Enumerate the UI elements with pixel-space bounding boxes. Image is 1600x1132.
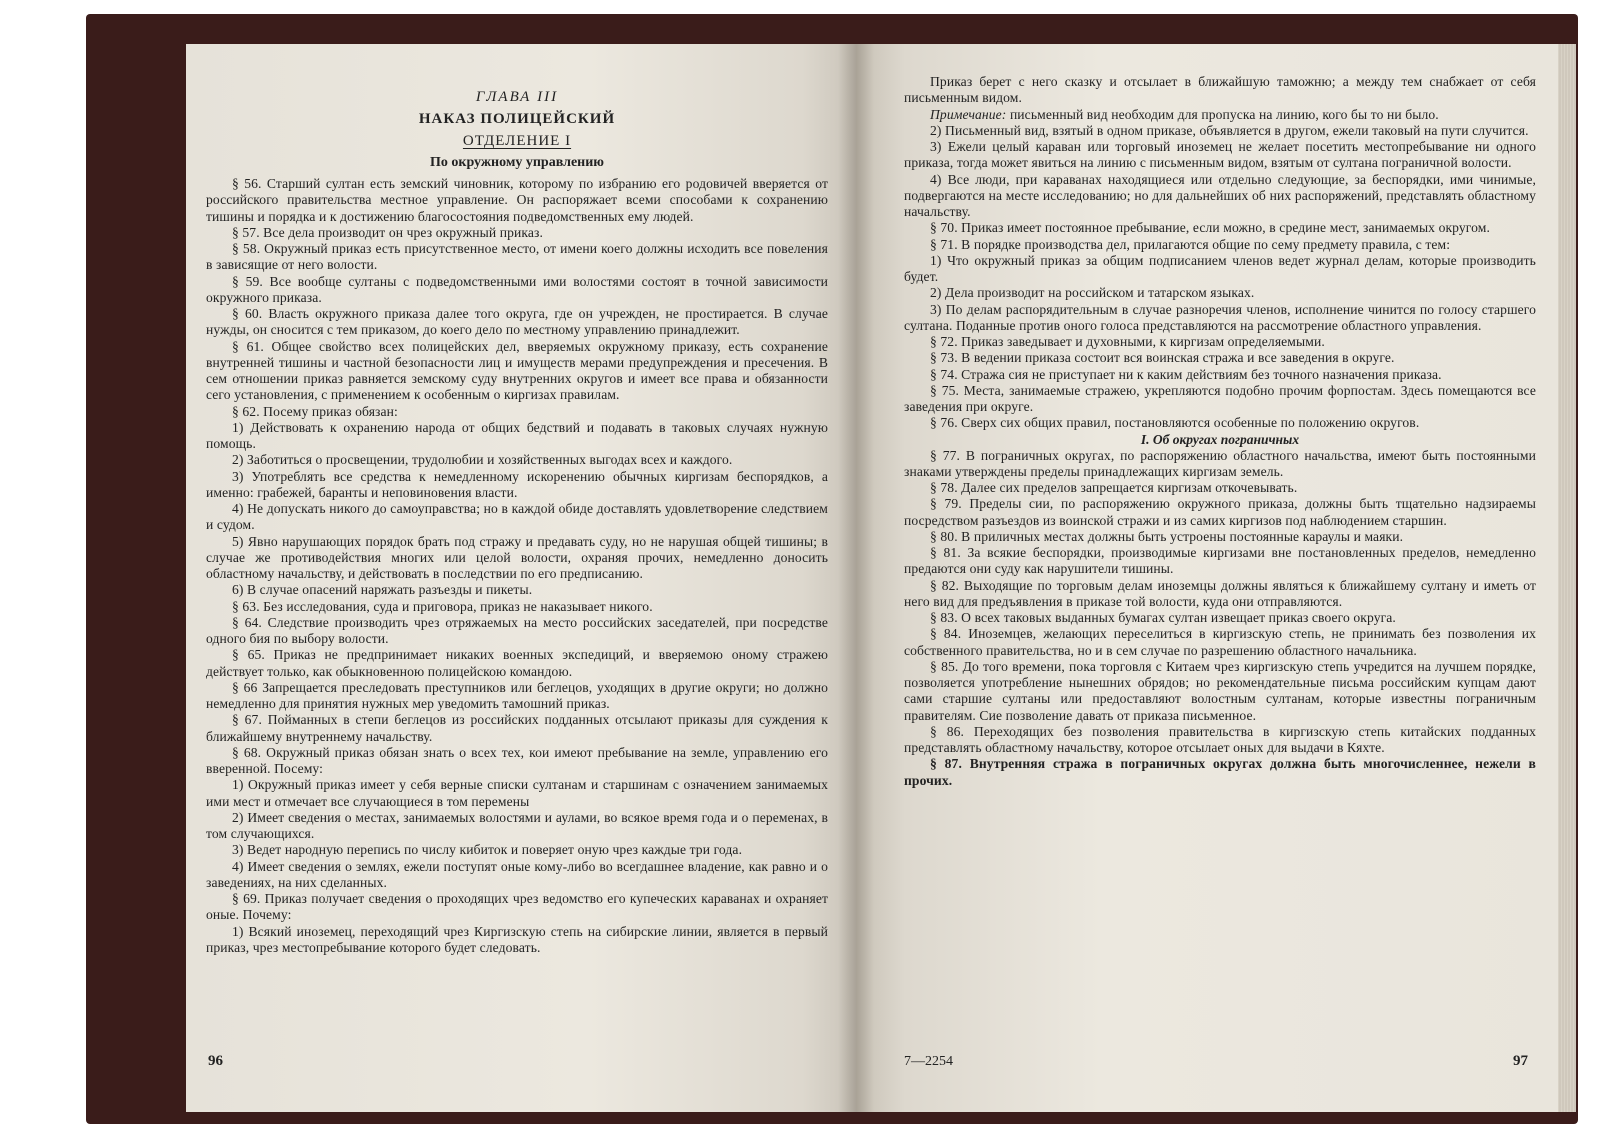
page-edge (1558, 44, 1576, 1112)
subsection-title: По окружному управлению (430, 155, 604, 170)
paragraph: § 73. В ведении приказа состоит вся воинская стража и все заведения в округе. (930, 350, 1395, 366)
right-page (856, 44, 1558, 1112)
paragraph: 5) Явно нарушающих порядок брать под стражу и предавать суду, но не нарушая общей тишины; в случае же противодействия многих или целой волости, охраняя прочих, немедленно доносить областному начальству, и действовать в последствии по его предписанию. (206, 533, 828, 581)
paragraph: 4) Все люди, при караванах находящиеся или отдельно следующие, за беспорядки, ими чинимые, подвергаются на месте исследованию; но для дальнейших об них распоряжений, представлять областному начальству. (904, 171, 1536, 219)
printer-signature: 7—2254 (904, 1054, 953, 1069)
paragraph: § 58. Окружный приказ есть присутственное место, от имени коего должны исходить все повеления в зависящие от него волости. (206, 241, 828, 273)
paragraph: 2) Письменный вид, взятый в одном приказе, объявляется в другом, ежели таковый на пути случится. (930, 122, 1529, 138)
paragraph: § 62. Посему приказ обязан: (232, 403, 398, 419)
note (904, 107, 1536, 123)
paragraph: 4) Не допускать никого до самоуправства; но в каждой обиде доставлять удовлетворение следствием и судом. (206, 501, 828, 533)
paragraph: § 71. В порядке производства дел, прилагаются общие по сему предмету правила, с тем: (930, 236, 1451, 252)
paragraph: 3) Употреблять все средства к немедленному искоренению обычных киргизам беспорядков, а именно: грабежей, баранты и неповиновения власти. (206, 468, 828, 500)
paragraph: 6) В случае опасений наряжать разъезды и пикеты. (232, 582, 533, 598)
note-label: Примечание: (930, 106, 1007, 122)
paragraph: 2) Заботиться о просвещении, трудолюбии и хозяйственных выгодах всех и каждого. (232, 452, 733, 468)
paragraph: 1) Всякий иноземец, переходящий чрез Киргизскую степь на сибирские линии, является в первый приказ, чрез местопребывание которого будет следовать. (206, 923, 828, 955)
section-title: ОТДЕЛЕНИЕ I (462, 133, 572, 149)
paragraph: § 68. Окружный приказ обязан знать о всех тех, кои имеют пребывание на земле, управлению его вверенной. Посему: (206, 744, 828, 776)
paragraph: § 69. Приказ получает сведения о проходящих чрез ведомство его купеческих караванах и охраняет оные. Почему: (206, 891, 828, 923)
paragraph: 1) Что окружный приказ за общим подписанием членов ведет журнал делам, которые производить будет. (904, 252, 1536, 284)
book-spread (86, 14, 1578, 1124)
paragraph: § 77. В пограничных округах, по распоряжению областного начальства, имеют быть постоянными знаками утверждены пределы принадлежащих киргизам земель. (904, 447, 1536, 479)
chapter-title: ГЛАВА III (475, 89, 559, 105)
paragraph: § 76. Сверх сих общих правил, постановляются особенные по положению округов. (930, 415, 1420, 431)
paragraph: § 84. Иноземцев, желающих переселиться в киргизскую степь, не принимать без позволения их собственного правительства, но и в сем случае по разрешению областного начальника. (904, 626, 1536, 658)
paragraph: 4) Имеет сведения о землях, ежели поступят оные кому-либо во всегдашнее владение, как равно и о заведениях, на них сделанных. (206, 858, 828, 890)
paragraph: § 78. Далее сих пределов запрещается киргизам откочевывать. (930, 480, 1298, 495)
paragraph: § 79. Пределы сии, по распоряжению окружного приказа, должны быть тщательно надзираемы посредством разъездов из воинской стражи и из самих киргизов под наблюдением старшин. (904, 496, 1536, 528)
paragraph: 1) Окружный приказ имеет у себя верные списки султанам и старшинам с означением занимаемых ими мест и отмечает все случающиеся в том перемены (206, 777, 828, 809)
page-number-right: 97 (1513, 1053, 1528, 1069)
paragraph: Приказ берет с него сказку и отсылает в ближайшую таможню; а между тем снабжает от себя письменным видом. (904, 74, 1536, 106)
paragraph: § 61. Общее свойство всех полицейских дел, вверяемых окружному приказу, есть сохранение внутренней тишины и частной безопасности лиц и имуществ мерами предупреждения и пресечения. В сем отношении приказ равняется земскому суду внутренних округов и имеет все права и обязанности сего установления, с применением к особенным о киргизах правилам. (206, 338, 828, 403)
paragraph: § 86. Переходящих без позволения правительства в киргизскую степь китайских подданных представлять областному начальству, которое отсылает оных для выдачи в Кяхте. (904, 723, 1536, 755)
paragraph: § 82. Выходящие по торговым делам иноземцы должны являться к ближайшему султану и иметь от него вид для предъявления в приказе той волости, куда они отправляются. (904, 577, 1536, 609)
paragraph: § 63. Без исследования, суда и приговора, приказ не наказывает никого. (232, 598, 653, 614)
paragraph: 3) Ежели целый караван или торговый иноземец не желает посетить местопребывание ни одного приказа, тогда может явиться на линию с письменным видом, взятым от султана пограничной волости. (904, 139, 1536, 171)
chapter-heading: НАКАЗ ПОЛИЦЕЙСКИЙ (418, 111, 616, 127)
paragraph: § 81. За всякие беспорядки, производимые киргизами вне постановленных пределов, немедленно предаются они суду как нарушители тишины. (904, 545, 1536, 577)
page-number-left: 96 (208, 1053, 223, 1069)
paragraph: § 74. Стража сия не приступает ни к каким действиям без точного назначения приказа. (930, 366, 1442, 382)
paragraph: § 75. Места, занимаемые стражею, укрепляются подобно прочим форпостам. Здесь помещаются все заведения при округе. (904, 382, 1536, 414)
right-page-text-mid (904, 123, 1536, 432)
paragraph: § 56. Старший султан есть земский чиновник, которому по избранию его родовичей вверяется от российского правительства местное управление. Он распоряжает всеми способами к сохранению тишины и порядка и к достижению благосостояния подведомственных ему людей. (206, 176, 828, 224)
note-text: письменный вид необходим для пропуска на линию, кого бы то ни было. (1009, 106, 1439, 122)
paragraph: § 65. Приказ не предпринимает никаких военных экспедиций, и вверяемою оному стражею действует только, как обыкновенною полицейскою командою. (206, 647, 828, 679)
right-page-text-top (904, 74, 1536, 107)
paragraph: § 57. Все дела производит он чрез окружный приказ. (232, 224, 543, 240)
paragraph: 1) Действовать к охранению народа от общих бедствий и подавать в таковых случаях нужную помощь. (206, 419, 828, 451)
paragraph: § 72. Приказ заведывает и духовными, к киргизам определяемыми. (930, 334, 1325, 349)
paragraph: 3) Ведет народную перепись по числу кибиток и поверяет оную чрез каждые три года. (232, 842, 743, 858)
paragraph: § 66 Запрещается преследовать преступников или беглецов, уходящих в другие округи; но должно немедленно для принятия нужных мер уведомить тамошний приказ. (206, 679, 828, 711)
left-page-text (206, 176, 828, 956)
paragraph: § 70. Приказ имеет постоянное пребывание, если можно, в средине мест, занимаемых округом. (930, 220, 1490, 236)
paragraph: § 80. В приличных местах должны быть устроены постоянные караулы и маяки. (930, 528, 1404, 544)
paragraph: 3) По делам распорядительным в случае разноречия членов, исполнение чинится по голосу старшего султана. Поданные против оного голоса представляются на рассмотрение областного управления. (904, 301, 1536, 333)
paragraph: § 85. До того времени, пока торговля с Китаем чрез киргизскую степь учредится на лучшем порядке, позволяется употребление нынешних обрядов; но рекомендательные письма российским купцам дают сами старшие султаны или предоставляют волостным султанам, которые известны пограничным правителям. Сие позволение давать от приказа письменное. (904, 658, 1536, 723)
paragraph: § 64. Следствие производить чрез отряжаемых на место российских заседателей, при посредстве одного бия по выбору волости. (206, 614, 828, 646)
paragraph: § 59. Все вообще султаны с подведомственными ими волостями состоят в точной зависимости окружного приказа. (206, 273, 828, 305)
left-page (186, 44, 856, 1112)
subsection-title-border-districts: I. Об округах пограничных (1140, 431, 1300, 447)
paragraph: § 67. Пойманных в степи беглецов из российских подданных отсылают приказы для суждения к ближайшему внутреннему начальству. (206, 712, 828, 744)
right-page-text-bottom (904, 448, 1536, 757)
paragraph: 2) Имеет сведения о местах, занимаемых волостями и аулами, во всякое время года и о переменах, в том случающихся. (206, 809, 828, 841)
paragraph: § 60. Власть окружного приказа далее того округа, где он учрежден, не простирается. В случае нужды, он сносится с тем приказом, до коего дело по местному управлению принадлежит. (206, 306, 828, 338)
paragraph: 2) Дела производит на российском и татарском языках. (930, 285, 1255, 301)
last-paragraph: § 87. Внутренняя стража в пограничных округах должна быть многочисленнее, нежели в прочих. (904, 756, 1536, 788)
paragraph: § 83. О всех таковых выданных бумагах султан извещает приказ своего округа. (930, 610, 1396, 625)
